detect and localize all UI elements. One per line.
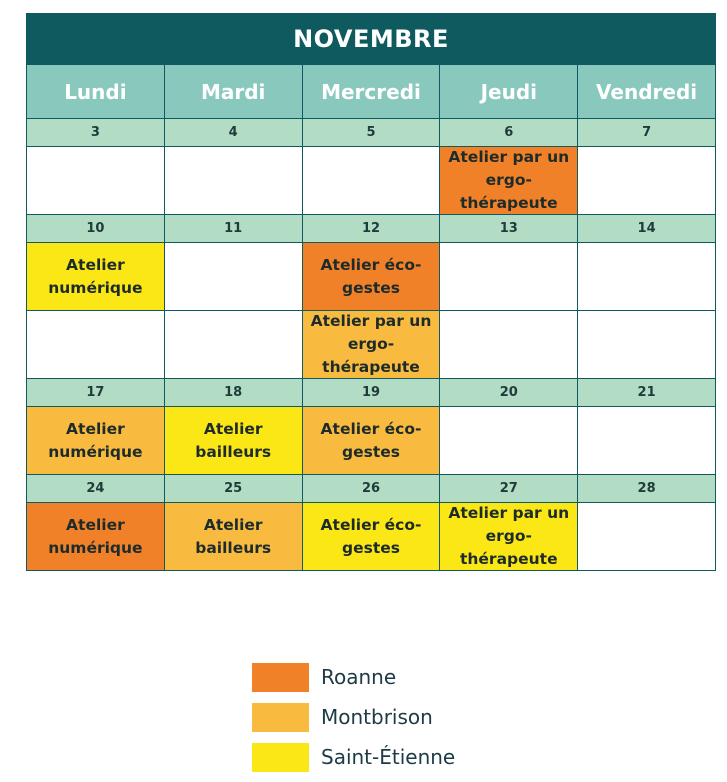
day-header-wednesday: Mercredi bbox=[303, 64, 441, 118]
date-cell: 10 bbox=[27, 214, 165, 242]
event-cell: Atelier éco-gestes bbox=[303, 502, 441, 570]
date-cell: 27 bbox=[440, 474, 578, 502]
date-row bbox=[27, 118, 715, 146]
date-cell: 19 bbox=[303, 378, 441, 406]
date-cell: 18 bbox=[165, 378, 303, 406]
event-cell bbox=[578, 242, 715, 310]
date-cell: 14 bbox=[578, 214, 715, 242]
event-cell: Atelier éco-gestes bbox=[303, 242, 441, 310]
event-row bbox=[27, 242, 715, 310]
november-calendar bbox=[26, 13, 716, 571]
legend-swatch-roanne bbox=[252, 663, 309, 692]
legend-item-roanne bbox=[252, 662, 455, 692]
date-cell: 20 bbox=[440, 378, 578, 406]
legend-label-montbrison: Montbrison bbox=[321, 705, 433, 729]
legend-item-saint-etienne bbox=[252, 742, 455, 772]
event-cell bbox=[165, 242, 303, 310]
day-header-monday: Lundi bbox=[27, 64, 165, 118]
legend-swatch-saint-etienne bbox=[252, 743, 309, 772]
event-cell: Atelier numérique bbox=[27, 242, 165, 310]
date-cell: 26 bbox=[303, 474, 441, 502]
event-row bbox=[27, 406, 715, 474]
legend-swatch-montbrison bbox=[252, 703, 309, 732]
event-cell bbox=[440, 406, 578, 474]
date-cell: 13 bbox=[440, 214, 578, 242]
date-cell: 3 bbox=[27, 118, 165, 146]
date-row bbox=[27, 378, 715, 406]
event-cell bbox=[165, 310, 303, 378]
legend bbox=[252, 662, 455, 782]
event-cell bbox=[578, 406, 715, 474]
event-cell bbox=[27, 146, 165, 214]
legend-label-roanne: Roanne bbox=[321, 665, 397, 689]
date-row bbox=[27, 214, 715, 242]
date-row bbox=[27, 474, 715, 502]
event-cell: Atelier éco-gestes bbox=[303, 406, 441, 474]
event-cell bbox=[440, 310, 578, 378]
date-cell: 25 bbox=[165, 474, 303, 502]
event-cell: Atelier par un ergo-thérapeute bbox=[440, 502, 578, 570]
event-cell: Atelier bailleurs bbox=[165, 406, 303, 474]
calendar-title: NOVEMBRE bbox=[27, 14, 715, 64]
event-cell bbox=[578, 310, 715, 378]
event-cell: Atelier bailleurs bbox=[165, 502, 303, 570]
date-cell: 4 bbox=[165, 118, 303, 146]
event-cell bbox=[440, 242, 578, 310]
event-cell: Atelier par un ergo-thérapeute bbox=[440, 146, 578, 214]
event-cell: Atelier par un ergo-thérapeute bbox=[303, 310, 441, 378]
event-cell: Atelier numérique bbox=[27, 502, 165, 570]
legend-label-saint-etienne: Saint-Étienne bbox=[321, 745, 456, 769]
legend-item-montbrison bbox=[252, 702, 455, 732]
event-cell bbox=[578, 146, 715, 214]
date-cell: 11 bbox=[165, 214, 303, 242]
weekday-header-row bbox=[27, 64, 715, 118]
date-cell: 7 bbox=[578, 118, 715, 146]
day-header-friday: Vendredi bbox=[578, 64, 715, 118]
event-cell: Atelier numérique bbox=[27, 406, 165, 474]
date-cell: 17 bbox=[27, 378, 165, 406]
event-row bbox=[27, 502, 715, 570]
day-header-thursday: Jeudi bbox=[440, 64, 578, 118]
event-cell bbox=[303, 146, 441, 214]
event-cell bbox=[27, 310, 165, 378]
date-cell: 5 bbox=[303, 118, 441, 146]
event-cell bbox=[165, 146, 303, 214]
date-cell: 21 bbox=[578, 378, 715, 406]
event-row bbox=[27, 146, 715, 214]
event-row bbox=[27, 310, 715, 378]
date-cell: 24 bbox=[27, 474, 165, 502]
event-cell bbox=[578, 502, 715, 570]
date-cell: 12 bbox=[303, 214, 441, 242]
day-header-tuesday: Mardi bbox=[165, 64, 303, 118]
date-cell: 28 bbox=[578, 474, 715, 502]
date-cell: 6 bbox=[440, 118, 578, 146]
